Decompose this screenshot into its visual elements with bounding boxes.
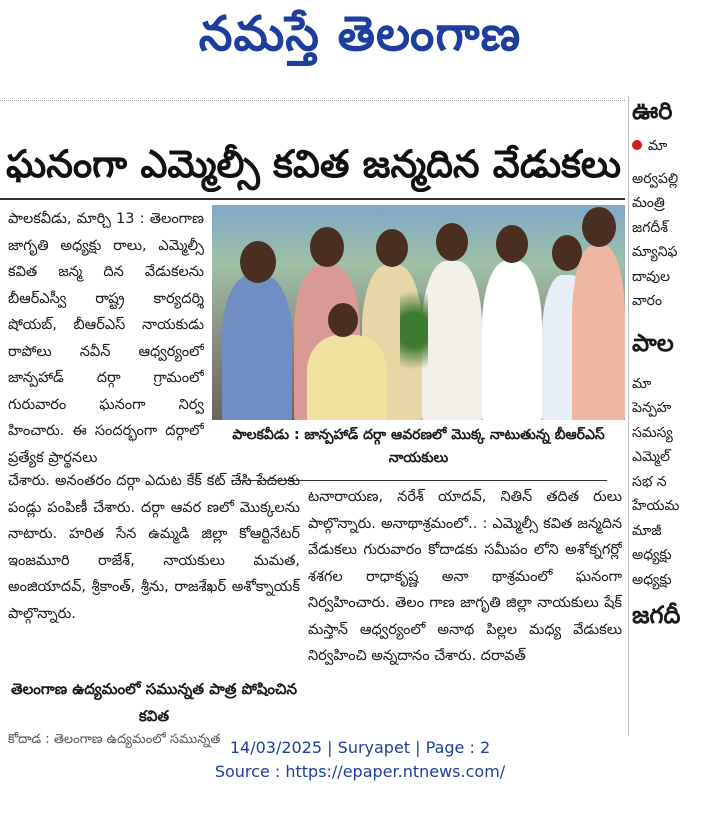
headline: ఘనంగా ఎమ్మెల్సీ కవిత జన్మదిన వేడుకలు bbox=[6, 142, 622, 186]
top-divider bbox=[0, 100, 625, 101]
headline-divider bbox=[0, 198, 625, 200]
adjacent-line: మా bbox=[632, 375, 652, 392]
adjacent-line: హేయమ bbox=[632, 498, 680, 514]
adjacent-line: ఎమ్మెల్ bbox=[632, 449, 670, 465]
article-column-1-top bbox=[8, 206, 204, 468]
adjacent-headline: ఊరి bbox=[632, 97, 673, 125]
article-continuation: కోదాడ : తెలంగాణ ఉద్యమంలో సమున్నత bbox=[8, 732, 221, 747]
adjacent-article-strip bbox=[632, 96, 720, 736]
article-text: చేశారు. అనంతరం దర్గా ఎదుట కేక్ కట్ చేసి పేదలకు పండ్లు పంపిణీ చేశారు. దర్గా ఆవర ణలో మొక్కలను నాటారు. హరిత సేన ఉమ్మడి జిల్లా కోఆర్టినేటర్ ఇంజమూరి రాజేశ్, నాయకులు మమత, అంజియాదవ్, శ్రీకాంత్, శ్రీను, రాజశేఖర్ అశోక్నాయక్ పాల్గొన్నారు. bbox=[8, 473, 300, 622]
adjacent-text-a bbox=[632, 167, 720, 314]
adjacent-line: మ్యానిఫ bbox=[632, 244, 678, 260]
adjacent-line: సమస్య bbox=[632, 424, 673, 441]
adjacent-headline-2: పాల bbox=[632, 328, 674, 357]
footer-date-edition: 14/03/2025 | Suryapet | Page : 2 bbox=[229, 738, 491, 757]
column-divider bbox=[628, 96, 629, 736]
adjacent-bullet: మా bbox=[632, 134, 720, 159]
adjacent-line: సభ న bbox=[632, 473, 667, 490]
article-column-1-bottom bbox=[8, 468, 300, 678]
newspaper-title: నమస్తే తెలంగాణ bbox=[198, 6, 522, 62]
photo-caption: పాలకవీడు : జాన్పహాడ్ దర్గా ఆవరణలో మొక్క నాటుతున్న బీఆర్ఎస్ నాయకులు bbox=[232, 427, 605, 466]
news-photo bbox=[212, 205, 625, 420]
adjacent-line: దావుల bbox=[632, 268, 671, 285]
adjacent-line: అర్వపల్లి bbox=[632, 170, 679, 187]
adjacent-headline-3: జగదీ bbox=[632, 601, 681, 629]
bullet-icon bbox=[632, 140, 642, 150]
adjacent-text-b bbox=[632, 372, 720, 593]
adjacent-line: వారం bbox=[632, 293, 663, 309]
adjacent-line: మంత్రి bbox=[632, 195, 665, 211]
adjacent-line: అధ్యక్షు bbox=[632, 547, 672, 563]
footer-source-link[interactable]: Source : https://epaper.ntnews.com/ bbox=[214, 762, 506, 781]
article-text: టనారాయణ, నరేశ్ యాదవ్, నితిన్ తదిత రులు పాల్గొన్నారు. అనాథాశ్రమంలో.. : ఎమ్మెల్సీ కవిత జన్మదిన వేడుకలు గురువారం కోదాడకు సమీపం లోని అశోక్నగర్లో శశగల రాధాకృష్ణ అనా థాశ్రమంలో ఘనంగా నిర్వహించారు. తెలం గాణ జాగృతి జిల్లా నాయకులు షేక్ మస్తాన్ ఆధ్వర్యంలో అనాథ పిల్లల మధ్య వేడుకలు నిర్వహించి అన్నదానం చేశారు. దరావత్ bbox=[308, 489, 622, 664]
adjacent-line: అధ్యక్షు bbox=[632, 571, 672, 588]
article-column-2 bbox=[308, 484, 622, 734]
adjacent-line: పెన్పహ bbox=[632, 400, 672, 416]
subheadline: తెలంగాణ ఉద్యమంలో సమున్నత పాత్ర పోషించిన కవిత bbox=[10, 680, 298, 725]
adjacent-line: మాజీ bbox=[632, 522, 662, 539]
masthead bbox=[0, 0, 720, 86]
article-text: పాలకవీడు, మార్చి 13 : తెలంగాణ జాగృతి అధ్యక్షు రాలు, ఎమ్మెల్సీ కవిత జన్మ దిన వేడుకలను బీఆర్ఎస్వీ రాష్ట్ర కార్యదర్శి షోయబ్, బీఆర్ఎస్ నాయకుడు రాపోలు నవీన్ ఆధ్వర్యంలో జాన్పహాడ్ దర్గా గ్రామంలో గురువారం ఘనంగా నిర్వ హించారు. ఈ సందర్భంగా దర్గాలో ప్రత్యేక ప్రార్థనలు bbox=[8, 211, 204, 466]
adjacent-line: జగదీశ్ bbox=[632, 219, 668, 236]
